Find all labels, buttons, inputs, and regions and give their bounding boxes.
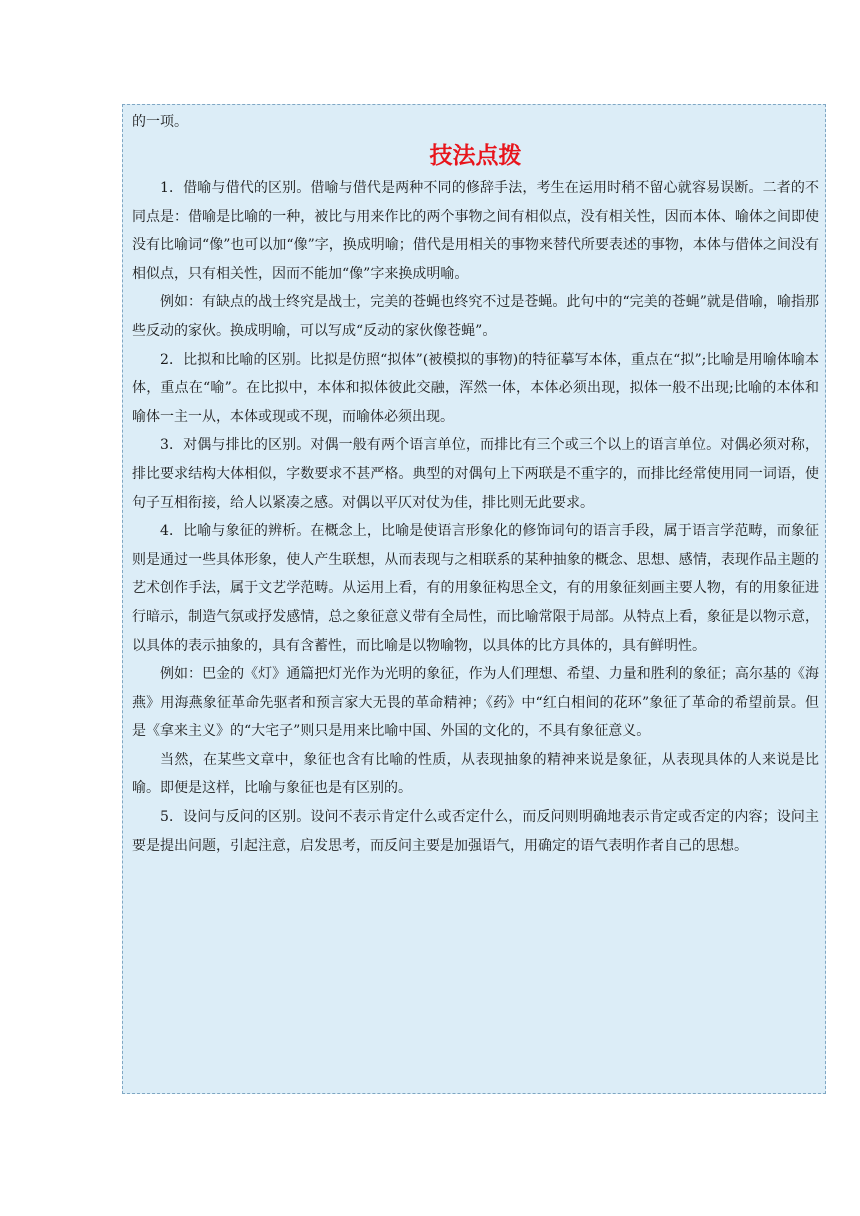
paragraph-8: 5．设问与反问的区别。设问不表示肯定什么或否定什么，而反问则明确地表示肯定或否定的内容；设问主要是提出问题，引起注意，启发思考，而反问主要是加强语气，用确定的语气表明作者自己的思想。 (132, 809, 819, 854)
paragraph-6: 例如：巴金的《灯》通篇把灯光作为光明的象征，作为人们理想、希望、力量和胜利的象征；高尔基的《海燕》用海燕象征革命先驱者和预言家大无畏的革命精神；《药》中“红白相间的花环”象征了革命的希望前景。但是《拿来主义》的“大宅子”则只是用来比喻中国、外国的文化的，不具有象征意义。 (132, 666, 819, 740)
paragraph-2: 例如：有缺点的战士终究是战士，完美的苍蝇也终究不过是苍蝇。此句中的“完美的苍蝇”就是借喻，喻指那些反动的家伙。换成明喻，可以写成“反动的家伙像苍蝇”。 (132, 294, 819, 339)
paragraph-3: 2．比拟和比喻的区别。比拟是仿照“拟体”(被模拟的事物)的特征摹写本体，重点在“拟”;比喻是用喻体喻本体，重点在“喻”。在比拟中，本体和拟体彼此交融，浑然一体，本体必须出现，拟体一般不出现;比喻的本体和喻体一主一从，本体或现或不现，而喻体必须出现。 (132, 351, 819, 425)
lead-text: 的一项。 (132, 114, 188, 130)
paragraph-5: 4．比喻与象征的辨析。在概念上，比喻是使语言形象化的修饰词句的语言手段，属于语言学范畴，而象征则是通过一些具体形象，使人产生联想，从而表现与之相联系的某种抽象的概念、思想、感情，表现作品主题的艺术创作手法，属于文艺学范畴。从运用上看，有的用象征构思全文，有的用象征刻画主要人物，有的用象征进行暗示，制造气氛或抒发感情，总之象征意义带有全局性，而比喻常限于局部。从特点上看，象征是以物示意，以具体的表示抽象的，具有含蓄性，而比喻是以物喻物，以具体的比方具体的，具有鲜明性。 (132, 523, 819, 654)
paragraph-1: 1．借喻与借代的区别。借喻与借代是两种不同的修辞手法，考生在运用时稍不留心就容易误断。二者的不同点是：借喻是比喻的一种，被比与用来作比的两个事物之间有相似点，没有相关性，因而本体、喻体之间即使没有比喻词“像”也可以加“像”字，换成明喻；借代是用相关的事物来替代所要表述的事物，本体与借体之间没有相似点，只有相关性，因而不能加“像”字来换成明喻。 (132, 180, 819, 282)
section-heading: 技法点拨 (429, 143, 522, 169)
content-box (122, 104, 826, 1094)
paragraph-4: 3．对偶与排比的区别。对偶一般有两个语言单位，而排比有三个或三个以上的语言单位。对偶必须对称，排比要求结构大体相似，字数要求不甚严格。典型的对偶句上下两联是不重字的，而排比经常使用同一词语，使句子互相衔接，给人以紧凑之感。对偶以平仄对仗为佳，排比则无此要求。 (132, 437, 819, 511)
paragraph-7: 当然，在某些文章中，象征也含有比喻的性质，从表现抽象的精神来说是象征，从表现具体的人来说是比喻。即便是这样，比喻与象征也是有区别的。 (132, 751, 819, 797)
